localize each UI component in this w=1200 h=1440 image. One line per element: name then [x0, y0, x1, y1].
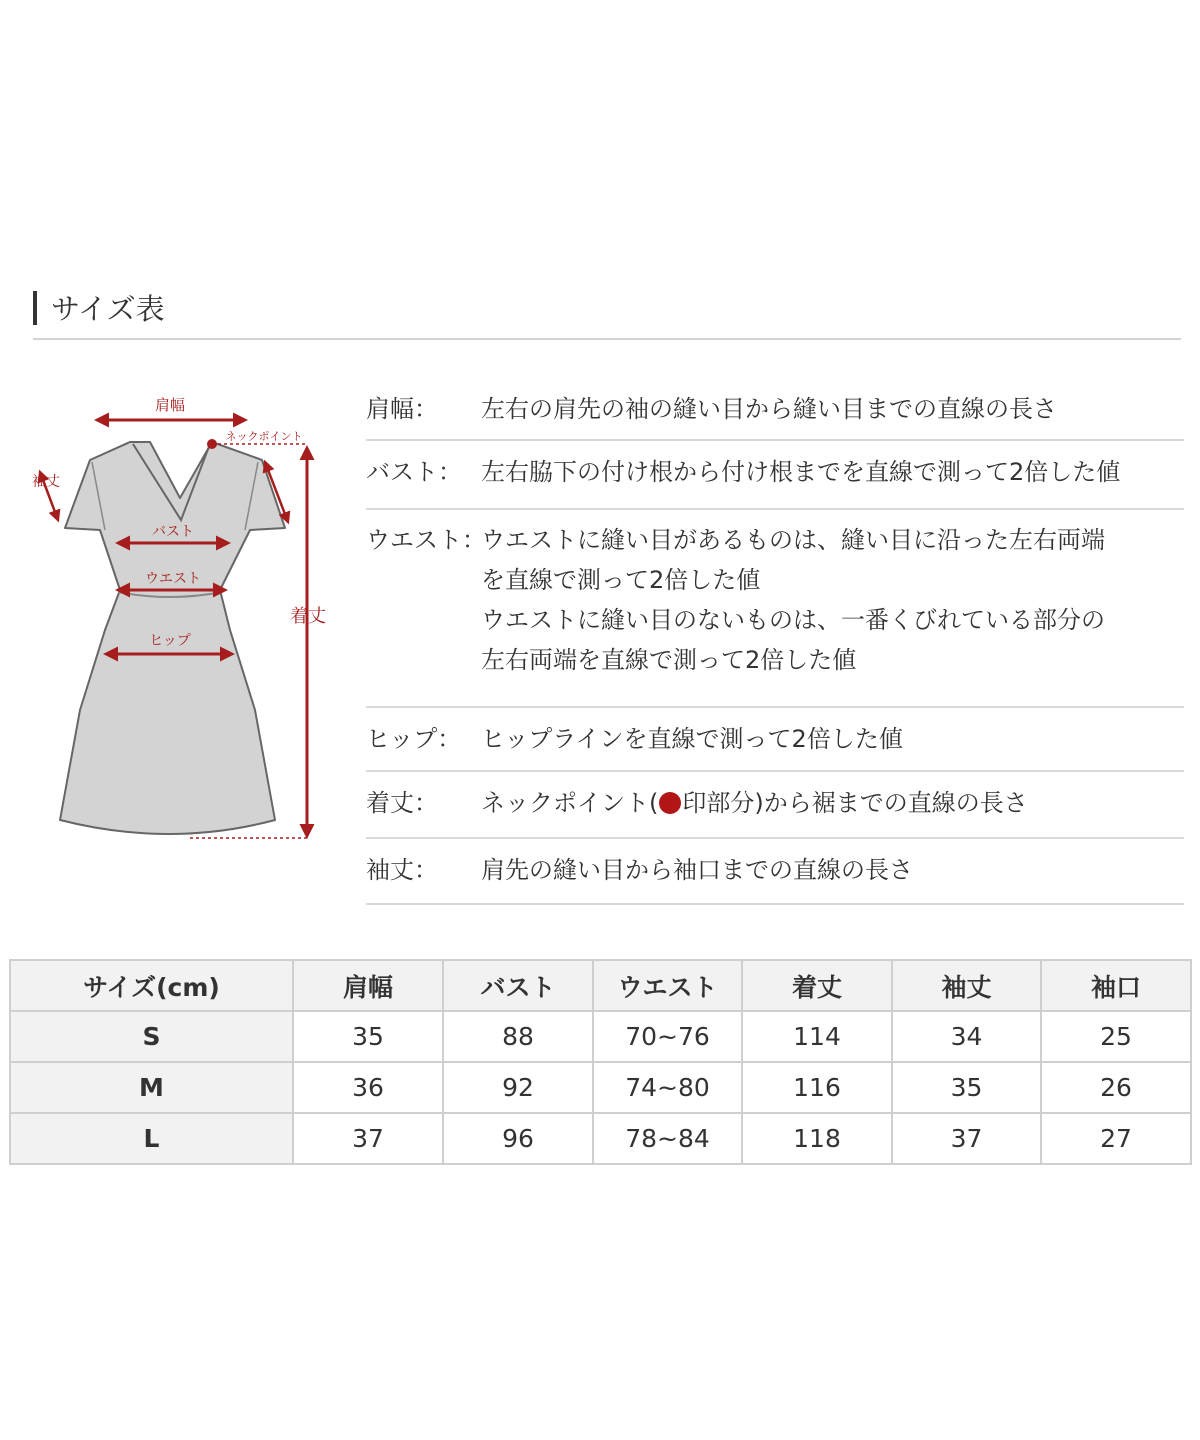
table-cell: 92 — [443, 1062, 593, 1113]
definition-text: 左右の肩先の袖の縫い目から縫い目までの直線の長さ — [481, 395, 1057, 423]
definition-row — [366, 378, 1184, 441]
heading-accent-bar — [33, 291, 37, 325]
definition-row — [366, 839, 1184, 905]
table-cell: 34 — [892, 1011, 1041, 1062]
definition-text: ヒップラインを直線で測って2倍した値 — [481, 725, 903, 753]
table-cell: 35 — [892, 1062, 1041, 1113]
sleeve-label: 袖丈 — [32, 474, 60, 490]
shoulder-label: 肩幅 — [154, 396, 186, 414]
waist-label: ウエスト — [145, 571, 201, 587]
definition-term: ウエスト： — [366, 526, 486, 554]
measurement-definitions — [366, 378, 1184, 905]
column-header: 着丈 — [742, 960, 892, 1011]
garment-diagram — [0, 380, 360, 860]
table-row — [10, 1113, 1191, 1164]
definition-term: バスト： — [366, 458, 462, 486]
table-cell: 27 — [1041, 1113, 1191, 1164]
table-cell: 35 — [293, 1011, 443, 1062]
neckpoint-label: ネックポイント — [225, 430, 303, 443]
table-cell: 37 — [293, 1113, 443, 1164]
table-cell: 25 — [1041, 1011, 1191, 1062]
definition-term: 着丈： — [366, 789, 438, 817]
size-table — [9, 959, 1192, 1165]
table-cell: 70~76 — [593, 1011, 742, 1062]
table-cell: 114 — [742, 1011, 892, 1062]
table-row — [10, 1062, 1191, 1113]
table-row — [10, 1011, 1191, 1062]
definition-text: ウエストに縫い目のないものは、一番くびれている部分の — [481, 606, 1105, 634]
neckpoint-marker-icon — [659, 792, 681, 814]
size-label: S — [10, 1011, 293, 1062]
size-label: L — [10, 1113, 293, 1164]
column-header: ウエスト — [593, 960, 742, 1011]
column-header: 袖口 — [1041, 960, 1191, 1011]
definition-text: 左右脇下の付け根から付け根までを直線で測って2倍した値 — [481, 458, 1121, 486]
column-header: サイズ(cm) — [10, 960, 293, 1011]
definition-text: を直線で測って2倍した値 — [481, 566, 761, 594]
hip-label: ヒップ — [149, 633, 191, 649]
definition-text: ウエストに縫い目があるものは、縫い目に沿った左右両端 — [481, 526, 1105, 554]
definition-row — [366, 510, 1184, 708]
table-cell: 37 — [892, 1113, 1041, 1164]
column-header: 袖丈 — [892, 960, 1041, 1011]
size-label: M — [10, 1062, 293, 1113]
table-cell: 36 — [293, 1062, 443, 1113]
definition-text: ネックポイント( — [481, 789, 659, 817]
section-title: サイズ表 — [51, 292, 165, 326]
table-cell: 26 — [1041, 1062, 1191, 1113]
table-header-row — [10, 960, 1191, 1011]
definition-row — [366, 708, 1184, 772]
definition-term: ヒップ： — [366, 725, 462, 753]
definition-term: 袖丈： — [366, 856, 438, 884]
table-cell: 118 — [742, 1113, 892, 1164]
dress-illustration — [0, 380, 360, 860]
table-cell: 88 — [443, 1011, 593, 1062]
definition-row — [366, 441, 1184, 510]
column-header: 肩幅 — [293, 960, 443, 1011]
column-header: バスト — [443, 960, 593, 1011]
definition-row — [366, 772, 1184, 839]
table-cell: 78~84 — [593, 1113, 742, 1164]
definition-term: 肩幅： — [366, 395, 438, 423]
definition-text: 印部分)から裾までの直線の長さ — [682, 789, 1028, 817]
bust-label: バスト — [152, 524, 194, 540]
definition-text: 左右両端を直線で測って2倍した値 — [481, 646, 857, 674]
table-cell: 96 — [443, 1113, 593, 1164]
length-label: 着丈 — [290, 606, 326, 627]
table-cell: 74~80 — [593, 1062, 742, 1113]
definition-text: 肩先の縫い目から袖口までの直線の長さ — [481, 856, 913, 884]
section-heading — [33, 283, 1181, 340]
table-cell: 116 — [742, 1062, 892, 1113]
